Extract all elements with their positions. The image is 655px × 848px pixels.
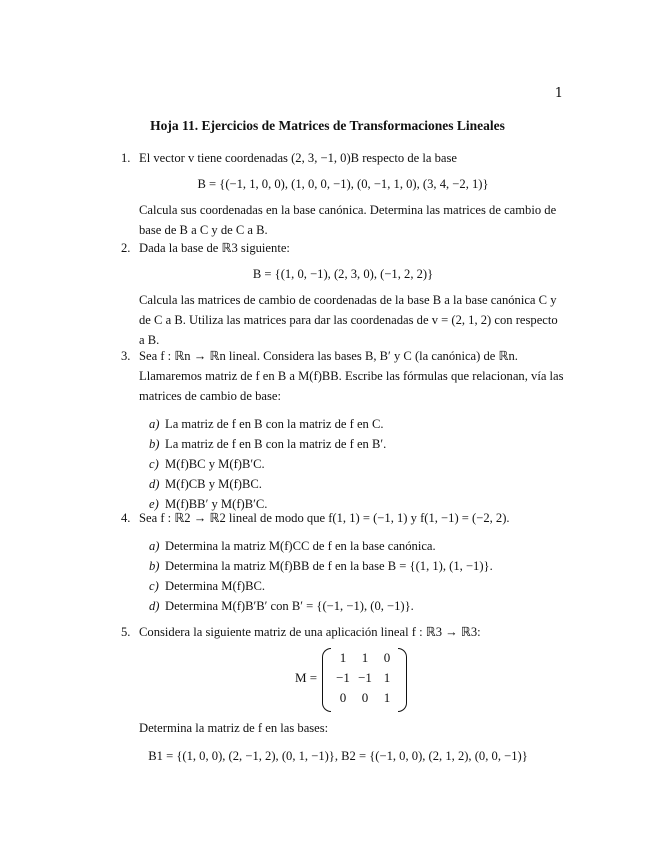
item-list (149, 536, 564, 616)
exercise-number: 2. (121, 241, 131, 255)
exercise-text: Calcula las matrices de cambio de coordenadas de la base B a la base canónica C y de C a B. Utiliza las matrices para dar las coordenadas de v = (2, 1, 2) con respecto a B. (139, 293, 558, 347)
matrix-label: M = (295, 670, 318, 685)
list-item: e) M(f)BB′ y M(f)B′C. (149, 497, 268, 511)
list-item: c) Determina M(f)BC. (149, 579, 266, 593)
basis-formula: B = {(1, 0, −1), (2, 3, 0), (−1, 2, 2)} (252, 267, 434, 281)
list-item: a) La matriz de f en B con la matriz de f en C. (149, 417, 384, 431)
exercise-2 (122, 238, 564, 350)
list-item: d) M(f)CB y M(f)BC. (149, 477, 262, 491)
exercise-number: 1. (121, 151, 131, 165)
list-item: b) Determina la matriz M(f)BB de f en la base B = {(1, 1), (1, −1)}. (149, 559, 493, 573)
bases-formula: B1 = {(1, 0, 0), (2, −1, 2), (0, 1, −1)}, B2 = {(−1, 0, 0), (2, 1, 2), (0, 0, −1)} (148, 749, 528, 763)
exercise-number: 4. (121, 511, 131, 525)
exercise-text: Considera la siguiente matriz de una aplicación lineal f : ℝ3 → ℝ3: (139, 625, 481, 639)
list-item: d) Determina M(f)B′B′ con B′ = {(−1, −1), (0, −1)}. (149, 599, 414, 613)
matrix-row: 0 0 1 (339, 690, 391, 705)
exercise-text: Determina la matriz de f en las bases: (139, 721, 329, 735)
exercise-5-continued (122, 718, 564, 766)
page-number: 1 (554, 86, 563, 101)
exercise-5 (122, 622, 564, 642)
exercise-number: 3. (121, 349, 131, 363)
exercise-text: Sea f : ℝn → ℝn lineal. Considera las bases B, B′ y C (la canónica) de ℝn. Llamaremos matriz de f en B a M(f)BB. Escribe las fórmulas que relacionan, vía las matrices de cambio de base: (139, 349, 564, 403)
exercise-text: Dada la base de ℝ3 siguiente: (139, 241, 290, 255)
left-paren (322, 648, 331, 712)
exercise-text: Calcula sus coordenadas en la base canónica. Determina las matrices de cambio de base de B a C y de C a B. (139, 203, 557, 237)
exercise-text: El vector v tiene coordenadas (2, 3, −1, 0)B respecto de la base (139, 151, 457, 165)
basis-formula: B = {(−1, 1, 0, 0), (1, 0, 0, −1), (0, −1, 1, 0), (3, 4, −2, 1)} (197, 177, 489, 191)
list-item: b) La matriz de f en B con la matriz de f en B′. (149, 437, 387, 451)
exercise-number: 5. (121, 625, 131, 639)
exercise-text: Sea f : ℝ2 → ℝ2 lineal de modo que f(1, 1) = (−1, 1) y f(1, −1) = (−2, 2). (139, 511, 510, 525)
exercise-4 (122, 508, 564, 616)
list-item: c) M(f)BC y M(f)B′C. (149, 457, 265, 471)
exercise-1 (122, 148, 564, 240)
item-list (149, 414, 564, 514)
matrix-row: 1 1 0 (339, 650, 391, 665)
exercise-3 (122, 346, 564, 514)
right-paren (398, 648, 407, 712)
matrix-grid (332, 650, 402, 710)
page-title: Hoja 11. Ejercicios de Matrices de Transformaciones Lineales (150, 118, 505, 133)
matrix-row: −1 −1 1 (336, 670, 391, 685)
list-item: a) Determina la matriz M(f)CC de f en la base canónica. (149, 539, 436, 553)
